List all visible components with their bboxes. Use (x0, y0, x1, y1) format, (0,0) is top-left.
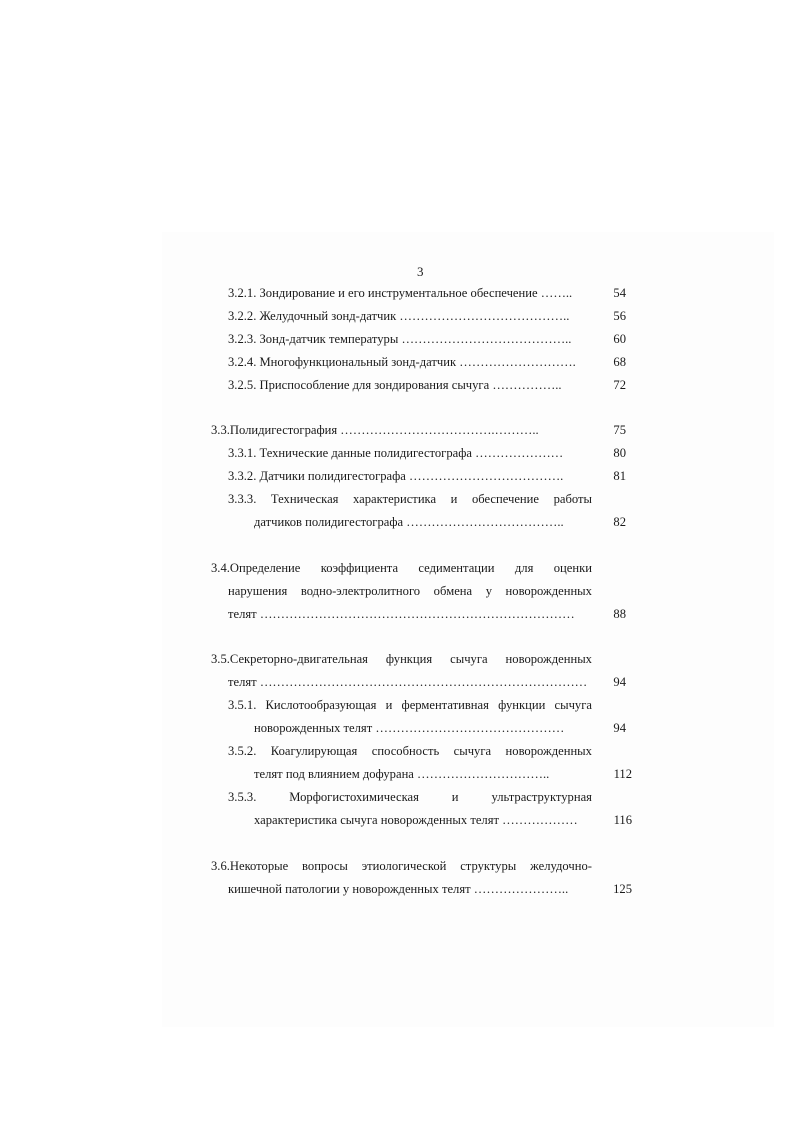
word: новорожденных (505, 744, 592, 758)
word: структуры (460, 859, 517, 873)
toc-page-3-3: 75 (613, 423, 626, 437)
toc-entry-3-3-1: 3.3.1. Технические данные полидигестографа ………………… (228, 446, 564, 460)
word: для (514, 561, 534, 575)
word: Коагулирующая (270, 744, 358, 758)
toc-page-3-2-4: 68 (613, 355, 626, 369)
word: и (450, 492, 458, 506)
toc-entry-3-6-line2: кишечной патологии у новорожденных телят ………………….. (228, 882, 569, 896)
toc-entry-3-4-line3: телят ………………………………………………………………… (228, 607, 575, 621)
word: Техническая (270, 492, 339, 506)
word: 3.5.2. (228, 744, 257, 758)
word: 3.3.3. (228, 492, 257, 506)
toc-entry-3-3: 3.3.Полидигестография ……………………………….……….. (211, 423, 539, 437)
toc-entry-3-5-1-line2: новорожденных телят ……………………………………… (254, 721, 565, 735)
toc-page-3-5-3: 116 (613, 813, 632, 827)
word: нарушения (228, 584, 288, 598)
toc-page-3-6: 125 (613, 882, 632, 896)
toc-entry-3-5-2-line1 (228, 743, 592, 759)
toc-entry-3-6-line1 (211, 858, 592, 874)
word: функция (385, 652, 433, 666)
word: Кислотообразующая (265, 698, 377, 712)
toc-entry-3-4-line2 (228, 583, 592, 599)
word: 3.6.Некоторые (211, 859, 289, 873)
word: новорожденных (505, 652, 592, 666)
word: водно-электролитного (300, 584, 421, 598)
word: ультраструктурная (491, 790, 592, 804)
toc-page-3-3-2: 81 (613, 469, 626, 483)
toc-entry-3-5-2-line2: телят под влиянием дофурана ………………………….. (254, 767, 550, 781)
page-sheet (162, 232, 774, 1027)
word: обеспечение (471, 492, 539, 506)
word: желудочно- (530, 859, 592, 873)
word: 3.4.Определение (211, 561, 301, 575)
word: у (485, 584, 492, 598)
toc-page-3-2-1: 54 (613, 286, 626, 300)
toc-entry-3-5-3-line2: характеристика сычуга новорожденных телят ……………… (254, 813, 578, 827)
word: оценки (553, 561, 592, 575)
toc-page-3-3-1: 80 (613, 446, 626, 460)
toc-page-3-2-3: 60 (613, 332, 626, 346)
word: седиментации (418, 561, 495, 575)
word: Морфогистохимическая (289, 790, 419, 804)
toc-entry-3-5-line2: телят …………………………………………………………………… (228, 675, 588, 689)
toc-entry-3-5-3-line1 (228, 789, 592, 805)
word: сычуга (450, 652, 488, 666)
word: 3.5.3. (228, 790, 257, 804)
word: характеристика (353, 492, 437, 506)
toc-page-3-2-5: 72 (613, 378, 626, 392)
toc-entry-3-2-4: 3.2.4. Многофункциональный зонд-датчик ………………………. (228, 355, 576, 369)
word: и (451, 790, 459, 804)
word: функции (498, 698, 546, 712)
toc-entry-3-5-1-line1 (228, 697, 592, 713)
toc-page-3-2-2: 56 (613, 309, 626, 323)
toc-entry-3-3-3-line1 (228, 491, 592, 507)
toc-page-3-3-3: 82 (613, 515, 626, 529)
toc-entry-3-3-3-line2: датчиков полидигестографа ……………………………….. (254, 515, 564, 529)
toc-entry-3-2-1: 3.2.1. Зондирование и его инструментальное обеспечение …….. (228, 286, 573, 300)
page-number: 3 (417, 264, 424, 279)
word: сычуга (554, 698, 592, 712)
toc-entry-3-2-3: 3.2.3. Зонд-датчик температуры ………………………………….. (228, 332, 572, 346)
word: и (385, 698, 393, 712)
word: ферментативная (401, 698, 489, 712)
toc-page-3-5-2: 112 (613, 767, 632, 781)
word: 3.5.1. (228, 698, 257, 712)
word: сычуга (453, 744, 492, 758)
word: этиологической (361, 859, 447, 873)
toc-entry-3-4-line1 (211, 560, 592, 576)
toc-entry-3-2-5: 3.2.5. Приспособление для зондирования сычуга …………….. (228, 378, 562, 392)
word: вопросы (302, 859, 348, 873)
toc-page-3-5-1: 94 (613, 721, 626, 735)
word: коэффициента (320, 561, 399, 575)
toc-page-3-5: 94 (613, 675, 626, 689)
word: работы (553, 492, 592, 506)
word: способность (371, 744, 440, 758)
toc-page-3-4: 88 (613, 607, 626, 621)
word: 3.5.Секреторно-двигательная (211, 652, 368, 666)
toc-entry-3-2-2: 3.2.2. Желудочный зонд-датчик ………………………………….. (228, 309, 570, 323)
toc-entry-3-3-2: 3.3.2. Датчики полидигестографа ………………………………. (228, 469, 564, 483)
word: новорожденных (505, 584, 592, 598)
toc-entry-3-5-line1 (211, 651, 592, 667)
word: обмена (433, 584, 473, 598)
